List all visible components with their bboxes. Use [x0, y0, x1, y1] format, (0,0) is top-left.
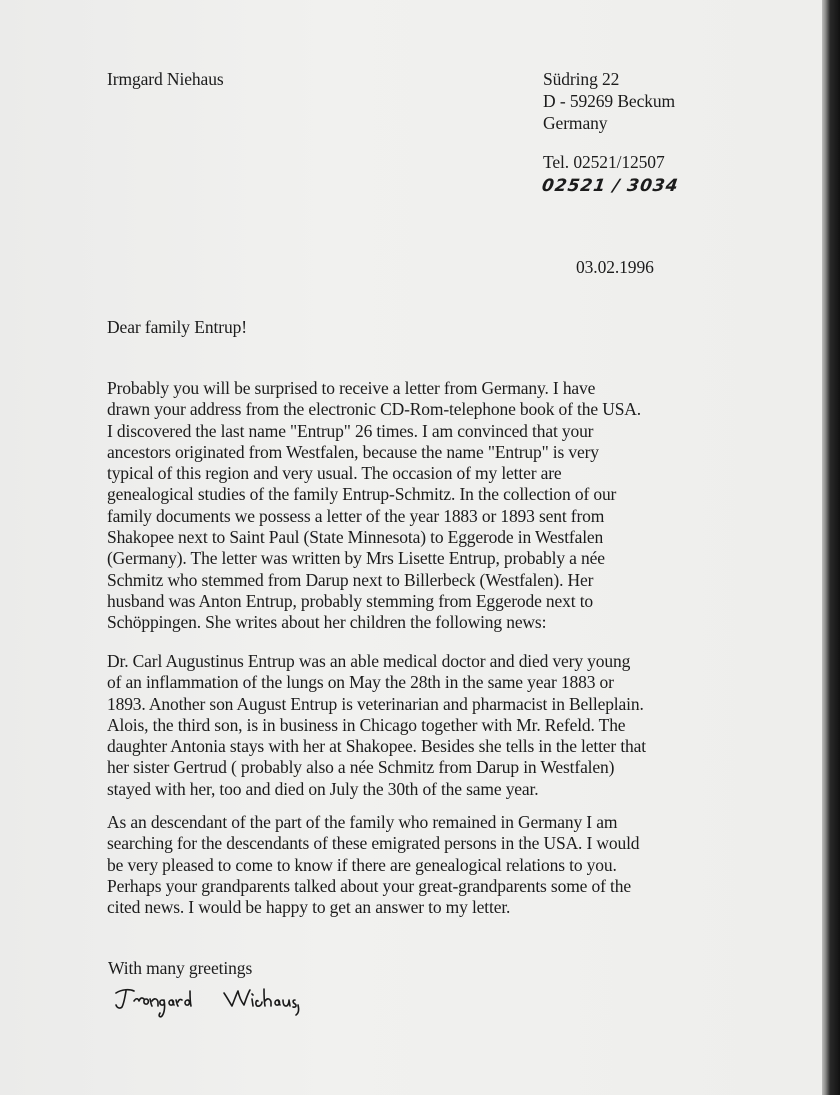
- paragraph-line: Dr. Carl Augustinus Entrup was an able medical doctor and died very young: [107, 651, 631, 671]
- paragraph-line: stayed with her, too and died on July the 30th of the same year.: [107, 778, 539, 799]
- handwritten-signature: [112, 985, 332, 1025]
- paragraph-line: searching for the descendants of these emigrated persons in the USA. I would: [107, 833, 640, 854]
- paragraph-line: 1893. Another son August Entrup is veterinarian and pharmacist in Belleplain.: [107, 693, 644, 714]
- paragraph-line: be very pleased to come to know if there are genealogical relations to you.: [107, 854, 617, 875]
- paragraph-line: ancestors originated from Westfalen, because the name "Entrup" is very: [107, 441, 599, 462]
- address-street: Südring 22: [543, 69, 620, 89]
- paragraph-line: Probably you will be surprised to receive a letter from Germany. I have: [107, 378, 596, 398]
- paragraph-line: genealogical studies of the family Entrup-Schmitz. In the collection of our: [107, 484, 617, 505]
- letter-date: 03.02.1996: [576, 257, 654, 277]
- paragraph-line: (Germany). The letter was written by Mrs Lisette Entrup, probably a née: [107, 548, 605, 569]
- paragraph-line: Perhaps your grandparents talked about your great-grandparents some of the: [107, 875, 631, 896]
- scan-edge: [822, 0, 840, 1095]
- paragraph-line: husband was Anton Entrup, probably stemming from Eggerode next to: [107, 590, 594, 611]
- paragraph-line: As an descendant of the part of the family who remained in Germany I am: [107, 812, 618, 832]
- handwritten-phone: 02521 / 3034: [540, 176, 680, 196]
- paragraph-line: family documents we possess a letter of the year 1883 or 1893 sent from: [107, 505, 605, 526]
- paragraph-line: Schöppingen. She writes about her children the following news:: [107, 612, 547, 633]
- paragraph-line: typical of this region and very usual. The occasion of my letter are: [107, 463, 562, 484]
- salutation: Dear family Entrup!: [107, 317, 247, 337]
- paragraph-line: drawn your address from the electronic CD-Rom-telephone book of the USA.: [107, 399, 641, 420]
- address-phone: Tel. 02521/12507: [543, 152, 665, 172]
- paragraph-2: [107, 651, 767, 800]
- paragraph-line: Alois, the third son, is in business in Chicago together with Mr. Refeld. The: [107, 714, 626, 735]
- sender-name: Irmgard Niehaus: [107, 69, 224, 89]
- paragraph-1: [107, 378, 767, 634]
- paragraph-line: her sister Gertrud ( probably also a née Schmitz from Darup in Westfalen): [107, 757, 615, 778]
- paragraph-line: daughter Antonia stays with her at Shakopee. Besides she tells in the letter that: [107, 736, 646, 757]
- address-city: D - 59269 Beckum: [543, 91, 676, 111]
- paragraph-line: I discovered the last name "Entrup" 26 times. I am convinced that your: [107, 420, 594, 441]
- address-country: Germany: [543, 113, 608, 133]
- paragraph-line: Shakopee next to Saint Paul (State Minnesota) to Eggerode in Westfalen: [107, 527, 604, 548]
- paragraph-3: [107, 812, 767, 918]
- paragraph-line: Schmitz who stemmed from Darup next to Billerbeck (Westfalen). Her: [107, 569, 594, 590]
- paragraph-line: of an inflammation of the lungs on May the 28th in the same year 1883 or: [107, 672, 614, 693]
- closing: With many greetings: [108, 958, 253, 978]
- paragraph-line: cited news. I would be happy to get an answer to my letter.: [107, 897, 511, 918]
